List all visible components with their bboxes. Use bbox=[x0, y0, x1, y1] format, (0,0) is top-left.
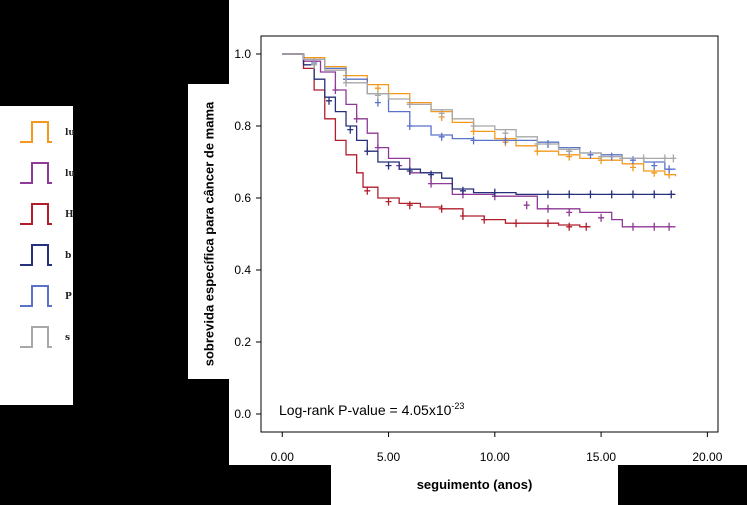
y-axis-label: sobrevida específica para câncer de mama bbox=[201, 101, 217, 367]
legend-label: H bbox=[65, 210, 74, 220]
x-axis-label: seguimento (anos) bbox=[416, 477, 533, 492]
y-tick-label: 0.8 bbox=[234, 119, 251, 133]
y-tick-label: 0.2 bbox=[234, 335, 251, 349]
legend-label: b bbox=[65, 251, 72, 261]
legend-symbol bbox=[20, 245, 52, 265]
legend-symbol bbox=[20, 204, 52, 224]
legend-symbol bbox=[20, 327, 52, 347]
log-rank-annotation bbox=[279, 401, 464, 418]
legend-label: lu bbox=[65, 169, 75, 179]
x-tick-label: 5.00 bbox=[376, 450, 401, 464]
legend-symbol bbox=[20, 122, 52, 142]
x-tick-label: 10.00 bbox=[479, 450, 510, 464]
legend-label: s bbox=[65, 333, 71, 343]
annotation-main-text: Log-rank P-value = 4.05x10 bbox=[279, 402, 452, 418]
y-tick-label: 1.0 bbox=[234, 47, 251, 61]
x-tick-label: 20.00 bbox=[692, 450, 723, 464]
legend-label: P bbox=[65, 292, 72, 302]
legend-symbol bbox=[20, 163, 52, 183]
y-tick-label: 0.0 bbox=[234, 407, 251, 421]
x-tick-label: 0.00 bbox=[270, 450, 294, 464]
y-tick-label: 0.4 bbox=[234, 263, 251, 277]
annotation-superscript: -23 bbox=[451, 401, 465, 411]
y-tick-label: 0.6 bbox=[234, 191, 251, 205]
legend-symbol bbox=[20, 286, 52, 306]
x-tick-label: 15.00 bbox=[586, 450, 617, 464]
legend-label: lu bbox=[65, 128, 75, 138]
plot-frame bbox=[261, 36, 718, 432]
